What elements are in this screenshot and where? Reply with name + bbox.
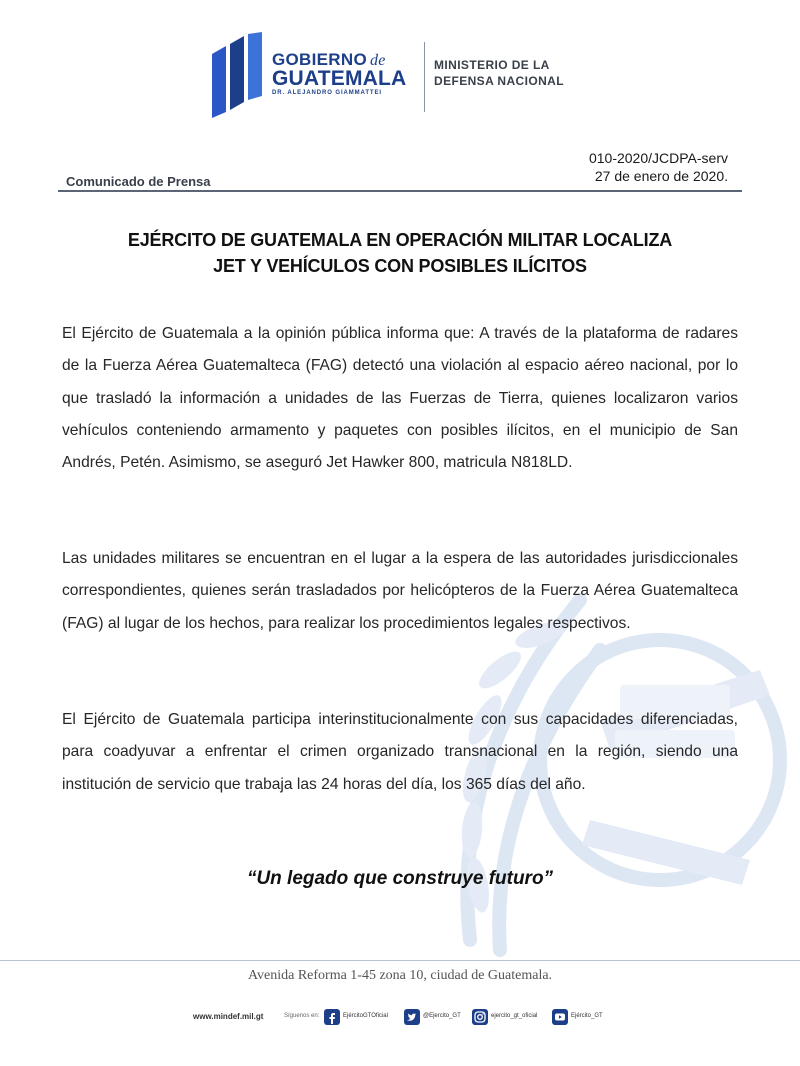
gobierno-logo-icon bbox=[212, 32, 262, 118]
youtube-handle[interactable]: Ejército_GT bbox=[571, 1013, 603, 1019]
instagram-handle[interactable]: ejercito_gt_oficial bbox=[491, 1013, 538, 1019]
gobierno-wordmark-line1: GOBIERNO de bbox=[272, 50, 386, 69]
twitter-icon[interactable] bbox=[404, 1009, 420, 1025]
facebook-icon[interactable] bbox=[324, 1009, 340, 1025]
body-paragraph-3: El Ejército de Guatemala participa interinstitucionalmente con sus capacidades diferenciadas, para coadyuvar a enfrentar el crimen organizado transnacional en la región, siendo una institución de servicio que trabaja las 24 horas del día, los 365 días del año. bbox=[62, 711, 738, 793]
facebook-handle[interactable]: EjércitoGTOficial bbox=[343, 1013, 388, 1019]
footer-rule bbox=[0, 960, 800, 961]
ministerio-line2: DEFENSA NACIONAL bbox=[434, 74, 564, 88]
headline-line1: EJÉRCITO DE GUATEMALA EN OPERACIÓN MILITAR LOCALIZA bbox=[127, 230, 673, 250]
motto: “Un legado que construye futuro” bbox=[246, 868, 554, 889]
document-reference: 010-2020/JCDPA-serv bbox=[588, 150, 728, 166]
instagram-icon[interactable] bbox=[472, 1009, 488, 1025]
logo-divider bbox=[424, 42, 425, 112]
website-link[interactable]: www.mindef.mil.gt bbox=[193, 1012, 264, 1021]
body-paragraph-2: Las unidades militares se encuentran en el lugar a la espera de las autoridades jurisdiccionales correspondientes, quienes serán trasladados por helicópteros de la Fuerza Aérea Guatemalteca (FAG) al lugar de los hechos, para realizar los procedimientos legales respectivos. bbox=[62, 550, 738, 632]
ministerio-line1: MINISTERIO DE LA bbox=[434, 58, 550, 72]
header-rule bbox=[58, 190, 742, 192]
gobierno-wordmark-line3: DR. ALEJANDRO GIAMMATTEI bbox=[272, 90, 382, 96]
headline-line2: JET Y VEHÍCULOS CON POSIBLES ILÍCITOS bbox=[213, 256, 587, 276]
document-type-label: Comunicado de Prensa bbox=[66, 174, 211, 189]
twitter-handle[interactable]: @Ejercito_GT bbox=[423, 1013, 461, 1019]
body-paragraph-1: El Ejército de Guatemala a la opinión pública informa que: A través de la plataforma de radares de la Fuerza Aérea Guatemalteca (FAG) detectó una violación al espacio aéreo nacional, por lo que trasladó la información a unidades de las Fuerzas de Tierra, quienes localizaron varios vehículos conteniendo armamento y paquetes con posibles ilícitos, en el municipio de San Andrés, Petén. Asimismo, se aseguró Jet Hawker 800, matricula N818LD. bbox=[62, 325, 738, 472]
document-date: 27 de enero de 2020. bbox=[594, 168, 728, 184]
follow-label: Síguenos en: bbox=[284, 1013, 320, 1019]
youtube-icon[interactable] bbox=[552, 1009, 568, 1025]
gobierno-wordmark-line2: GUATEMALA bbox=[272, 67, 407, 90]
footer-address: Avenida Reforma 1-45 zona 10, ciudad de Guatemala. bbox=[247, 968, 553, 983]
